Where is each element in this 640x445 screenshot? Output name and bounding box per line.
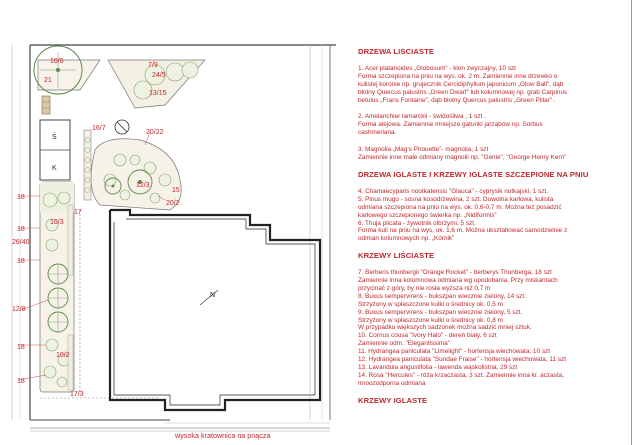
trellis-note: wysoka kratownica na pnącza (175, 431, 271, 440)
legend-line: Zamiennie odm. "Elegantissima" (358, 340, 450, 348)
legend-line: Zamiennie inne małe odmiany magnolii np. "Genie", "George Henry Kern" (358, 154, 567, 162)
legend-line: 11. Hydrangea paniculata "Limelight" - hortensja wiechowata, 10 szt (358, 348, 550, 356)
legend-line: 14. Rosa "Hercules" - róża krzaczasta, 3 szt. Zamiennie inna kr. aczasta, (358, 371, 564, 379)
bed-top-left (38, 60, 100, 90)
legend-entry (358, 188, 630, 243)
legend-line: cashmeriana. (358, 129, 397, 137)
label-20-22: 20/22 (146, 129, 164, 136)
north-arrow (200, 290, 218, 305)
legend-line: karłowego szczepionego świerka np. „Nidiformis” (358, 211, 497, 219)
plant-legend (358, 48, 630, 445)
label-12-3: 12/3 (136, 182, 150, 189)
legend-line: 10. Cornus cousa "Ivory Halo" - dereń biały, 6 szt (358, 332, 497, 340)
label-12-8: 12/8 (12, 306, 26, 313)
label-18-e: 18 (17, 378, 25, 385)
label-7-9: 7/9 (148, 62, 158, 69)
legend-line: Strzyżony w spłaszczone kulki o średnicy ok. 0,5 m (358, 300, 503, 308)
legend-line: Forma szczepiona na pniu na wys. ok. 2 m. Zamiennie inne drzewko o (358, 72, 558, 80)
legend-line: odmiana szczepiona na pniu na wys. ok. 0,6-0,7 m. Można też posadzić (358, 203, 562, 211)
shed-label-k: K (52, 165, 57, 172)
label-17: 17 (74, 209, 82, 216)
legend-section-title: DRZEWA IGLASTE I KRZEWY IGLASTE SZCZEPIONE NA PNIU (358, 169, 589, 179)
legend-line: 9. Buxus sempervirens - bukszpan wiecznie zielony, 5 szt. (358, 308, 523, 316)
label-10-2: 10/2 (56, 352, 70, 359)
page-border (631, 0, 632, 445)
legend-line: Zamiennie inna kolumnowa odmiana wg upodobania. Przy miskantach (358, 277, 558, 285)
legend-line: 1. Acer platanoides „Globosum” - klon zwyczajny, 10 szt (358, 64, 516, 72)
label-26-40: 26/40 (12, 239, 30, 246)
house-outline (110, 210, 320, 410)
legend-line: mroozodporna odmiana (358, 379, 426, 387)
legend-line: 13. Lavandula angustifolia - lawenda wąskolistna, 29 szt (358, 364, 518, 371)
label-18-a: 18 (17, 194, 25, 201)
legend-line: 2. Amelanchier lamarckii - świdośliwa , 1 szt . (358, 113, 486, 121)
legend-line: 12. Hydrangea paniculata "Sundae Fraise" - hortensja wiechowata, 11 szt (358, 356, 566, 364)
label-13-15: 13/15 (149, 90, 167, 97)
legend-line: Forma kuli na pniu na wys. ok. 1,6 m. Można ukształtować samodzielnie z (358, 227, 568, 235)
legend-line: przycinać z góry, by nie rosła wyższa niż 0,7 m (358, 284, 491, 292)
shed-label-s: Ś (52, 134, 57, 141)
label-18-b: 18 (17, 226, 25, 233)
north-label: N (210, 292, 216, 299)
legend-entry (358, 113, 630, 137)
legend-section-title: KRZEWY LIŚCIASTE (358, 251, 435, 261)
stone-path (42, 96, 50, 114)
label-16-6: 16/6 (50, 58, 64, 65)
legend-line: 3. Magnolia „Mag’s Pirouette”- magnolia, 1 szt (358, 146, 489, 154)
label-21: 21 (44, 77, 52, 84)
legend-line: W przypadku większych sadzonek można sadzić mniej sztuk. (358, 324, 532, 332)
legend-line: odmian kolumnowych np. „Kórnik” (358, 235, 455, 243)
legend-entry (358, 65, 630, 105)
legend-entry (358, 269, 630, 388)
label-17-3: 17/3 (70, 391, 84, 398)
legend-section-title: DRZEWA LIŚCIASTE (358, 48, 434, 56)
label-18-d: 18 (17, 344, 25, 351)
label-15: 15 (172, 187, 180, 194)
legend-line: Forma alejowa. Zamiennie mniejsze gatunki jarząbów np. Sorbus (358, 121, 543, 129)
label-18-c: 18 (17, 258, 25, 265)
legend-line: 5. Pinus mugo - sosna kosodrzewina, 2 szt. Dowolna karłowa, kulista (358, 195, 554, 203)
label-20-2: 20/2 (166, 200, 180, 207)
label-16-7: 16/7 (92, 125, 106, 132)
legend-line: 8. Buxus sempervirens - bukszpan wiecznie zielony, 14 szt. (358, 292, 526, 300)
label-10-3: 10/3 (50, 219, 64, 226)
legend-line: błotny Quercus palustris „Green Dwarf” lub kolumnowej np. grab Carpinus (358, 88, 568, 96)
legend-line: kulistej koronie np. grujecznik Cercidiphyllum japonicum „Glow Ball”, dąb (358, 80, 564, 88)
legend-section-title: KRZEWY IGLASTE (358, 395, 428, 405)
legend-line: 7. Berberis thunbergii "Orange Rocket" - berberys Thunberga, 18 szt (358, 269, 552, 277)
label-24-5: 24/5 (152, 72, 166, 79)
legend-line: 4. Chamaecyparis nootkatensis "Glauca" - cyprysik nutkajski, 1 szt. (358, 187, 548, 195)
legend-line: betulus „Frans Fontaine”, dąb błotny Quercus palustris „Green Pillar” . (358, 96, 556, 104)
legend-line: 6. Thuja plicata - żywotnik olbrzymi, 5 szt. (358, 219, 476, 227)
legend-entry (358, 146, 630, 162)
legend-line: Strzyżony w spłaszczone kulki o średnicy ok. 0,8 m (358, 316, 503, 324)
